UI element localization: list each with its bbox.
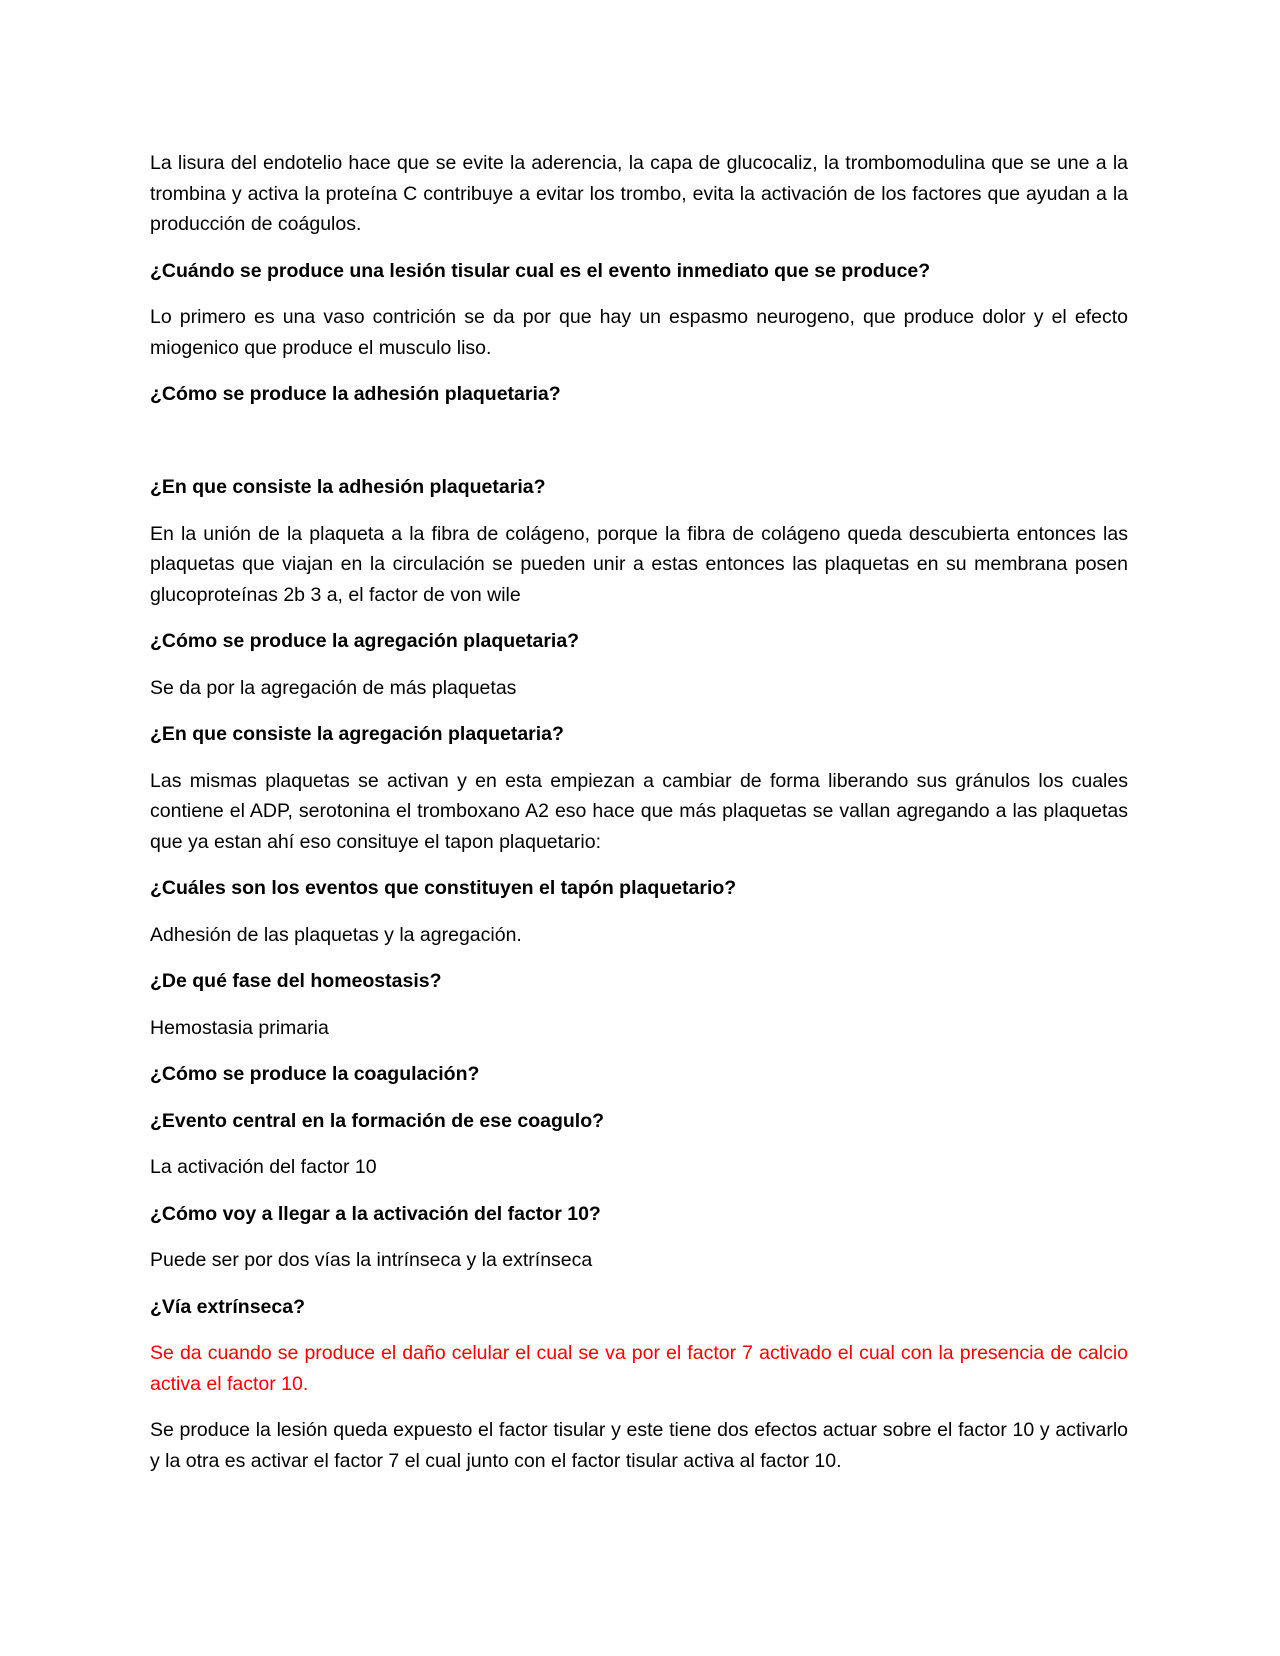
answer-phase: Hemostasia primaria	[150, 1016, 329, 1039]
question-tissue-injury: ¿Cuándo se produce una lesión tisular cual es el evento inmediato que se produce?	[150, 259, 931, 282]
question-factor-10: ¿Cómo voy a llegar a la activación del factor 10?	[150, 1202, 601, 1225]
document-page	[150, 148, 1128, 1492]
answer-factor-10: Puede ser por dos vías la intrínseca y la extrínseca	[150, 1249, 593, 1271]
question-aggregation-what: ¿En que consiste la agregación plaquetaria?	[150, 723, 564, 745]
question-phase: ¿De qué fase del homeostasis?	[150, 970, 442, 992]
answer-adhesion: En la unión de la plaqueta a la fibra de colágeno, porque la fibra de colágeno queda descubierta entonces las plaquetas que viajan en la circulación se pueden unir a estas entonces las plaquetas en su membrana posen glucoproteínas 2b 3 a, el factor de von wile	[150, 522, 1128, 606]
answer-extrinsic-highlighted: Se da cuando se produce el daño celular el cual se va por el factor 7 activado el cual con la presencia de calcio activa el factor 10.	[150, 1342, 1128, 1395]
question-central-event: ¿Evento central en la formación de ese coagulo?	[150, 1109, 605, 1132]
question-adhesion-what: ¿En que consiste la adhesión plaquetaria?	[150, 476, 546, 498]
answer-plug-events: Adhesión de las plaquetas y la agregación.	[150, 923, 522, 946]
question-extrinsic: ¿Vía extrínseca?	[150, 1295, 305, 1318]
question-coagulation: ¿Cómo se produce la coagulación?	[150, 1063, 480, 1085]
answer-vasoconstriction: Lo primero es una vaso contrición se da por que hay un espasmo neurogeno, que produce dolor y el efecto miogenico que produce el musculo liso.	[150, 306, 1128, 359]
question-aggregation-how: ¿Cómo se produce la agregación plaquetaria?	[150, 630, 580, 652]
blank-spacer	[150, 426, 1128, 473]
question-plug-events: ¿Cuáles son los eventos que constituyen el tapón plaquetario?	[150, 877, 737, 899]
paragraph-tissue-factor: Se produce la lesión queda expuesto el factor tisular y este tiene dos efectos actuar sobre el factor 10 y activarlo y la otra es activar el factor 7 el cual junto con el factor tisular activa al factor 10.	[150, 1419, 1128, 1472]
question-adhesion-how: ¿Cómo se produce la adhesión plaquetaria?	[150, 383, 561, 405]
paragraph-endothelium: La lisura del endotelio hace que se evite la aderencia, la capa de glucocaliz, la trombomodulina que se une a la trombina y activa la proteína C contribuye a evitar los trombo, evita la activación de los factores que ayudan a la producción de coágulos.	[150, 152, 1128, 235]
answer-aggregation: Las mismas plaquetas se activan y en esta empiezan a cambiar de forma liberando sus gránulos los cuales contiene el ADP, serotonina el tromboxano A2 eso hace que más plaquetas se vallan agregando a las plaquetas que ya estan ahí eso consituye el tapon plaquetario:	[150, 769, 1128, 853]
answer-aggregation-how: Se da por la agregación de más plaquetas	[150, 676, 517, 699]
answer-central-event: La activación del factor 10	[150, 1156, 377, 1178]
